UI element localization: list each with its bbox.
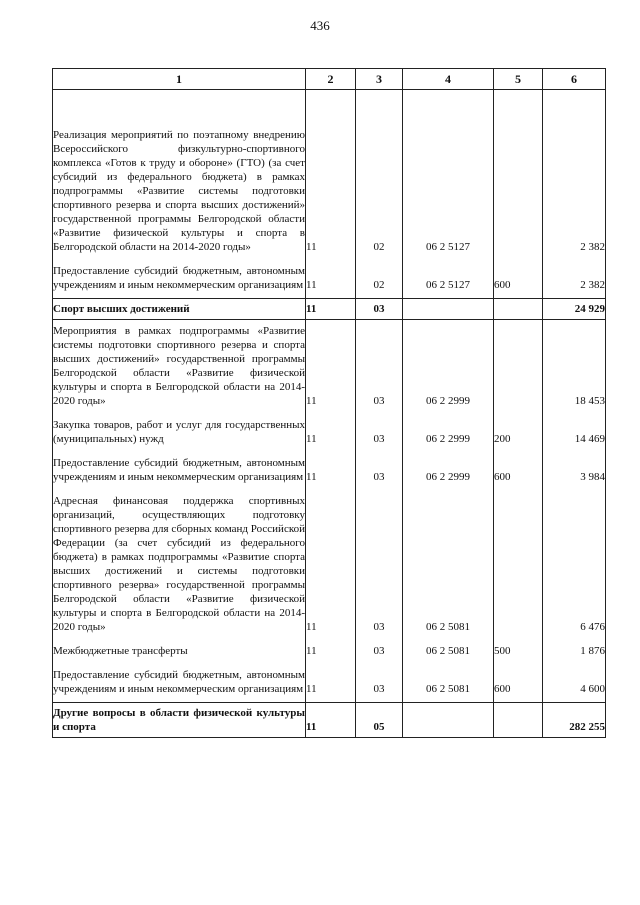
column-header-6: 6 [543,69,606,90]
cell-subsection: 03 [356,490,403,640]
cell-target-article: 06 2 2999 [403,414,494,452]
cell-amount: 3 984 [543,452,606,490]
row-description: Предоставление субсидий бюджетным, автономным учреждениям и иным некоммерческим организациям [53,452,306,490]
cell-subsection: 03 [356,664,403,703]
table-row [53,260,606,299]
section-row [53,703,606,738]
cell-subsection: 03 [356,299,403,320]
section-row [53,299,606,320]
cell-expense-type [494,703,543,738]
column-header-1: 1 [53,69,306,90]
row-description: Закупка товаров, работ и услуг для государственных (муниципальных) нужд [53,414,306,452]
cell-target-article [403,703,494,738]
row-description: Предоставление субсидий бюджетным, автономным учреждениям и иным некоммерческим организациям [53,664,306,703]
section-title: Спорт высших достижений [53,299,306,320]
cell-section: 11 [306,703,356,738]
cell-section: 11 [306,299,356,320]
cell-amount: 14 469 [543,414,606,452]
cell-expense-type [494,299,543,320]
cell-expense-type [494,490,543,640]
cell-section: 11 [306,490,356,640]
cell-amount: 4 600 [543,664,606,703]
cell-target-article: 06 2 2999 [403,320,494,415]
cell-target-article: 06 2 5127 [403,90,494,261]
cell-expense-type: 600 [494,260,543,299]
cell-expense-type: 600 [494,452,543,490]
cell-expense-type [494,90,543,261]
cell-amount: 2 382 [543,90,606,261]
table-row [53,452,606,490]
cell-section: 11 [306,664,356,703]
cell-amount: 24 929 [543,299,606,320]
cell-expense-type: 600 [494,664,543,703]
cell-section: 11 [306,640,356,664]
budget-table [52,68,606,738]
cell-amount: 2 382 [543,260,606,299]
cell-amount: 282 255 [543,703,606,738]
section-title: Другие вопросы в области физической культуры и спорта [53,703,306,738]
cell-subsection: 03 [356,640,403,664]
cell-subsection: 02 [356,260,403,299]
cell-section: 11 [306,90,356,261]
cell-subsection: 03 [356,320,403,415]
cell-subsection: 03 [356,414,403,452]
cell-amount: 6 476 [543,490,606,640]
cell-expense-type: 500 [494,640,543,664]
row-description: Мероприятия в рамках подпрограммы «Развитие системы подготовки спортивного резерва и спорта высших достижений» государственной программы Белгородской области «Развитие физической культуры и спорта в Белгородской области на 2014-2020 годы» [53,320,306,415]
column-header-4: 4 [403,69,494,90]
cell-target-article: 06 2 5081 [403,640,494,664]
table-row [53,320,606,415]
column-header-5: 5 [494,69,543,90]
cell-target-article: 06 2 2999 [403,452,494,490]
cell-target-article: 06 2 5081 [403,490,494,640]
cell-amount: 18 453 [543,320,606,415]
cell-amount: 1 876 [543,640,606,664]
cell-target-article: 06 2 5127 [403,260,494,299]
table-header-row [53,69,606,90]
column-header-3: 3 [356,69,403,90]
table-row [53,490,606,640]
cell-expense-type: 200 [494,414,543,452]
cell-section: 11 [306,414,356,452]
cell-target-article: 06 2 5081 [403,664,494,703]
table-row [53,664,606,703]
cell-section: 11 [306,260,356,299]
cell-target-article [403,299,494,320]
page-number: 436 [310,18,330,33]
table-row [53,90,606,261]
cell-subsection: 05 [356,703,403,738]
row-description: Реализация мероприятий по поэтапному внедрению Всероссийского физкультурно-спортивного комплекса «Готов к труду и обороне» (ГТО) (за счет субсидий из федерального бюджета) в рамках подпрограммы «Развитие системы подготовки спортивного резерва и спорта высших достижений» государственной программы Белгородской области «Развитие физической культуры и спорта в Белгородской области на 2014-2020 годы» [53,90,306,261]
cell-expense-type [494,320,543,415]
row-description: Адресная финансовая поддержка спортивных организаций, осуществляющих подготовку спортивного резерва для сборных команд Российской Федерации (за счет субсидий из федерального бюджета) в рамках подпрограммы «Развитие спорта высших достижений и системы подготовки спортивного резерва» государственной программы Белгородской области «Развитие физической культуры и спорта в Белгородской области на 2014-2020 годы» [53,490,306,640]
row-description: Предоставление субсидий бюджетным, автономным учреждениям и иным некоммерческим организациям [53,260,306,299]
cell-section: 11 [306,452,356,490]
cell-subsection: 03 [356,452,403,490]
cell-subsection: 02 [356,90,403,261]
table-row [53,414,606,452]
row-description: Межбюджетные трансферты [53,640,306,664]
column-header-2: 2 [306,69,356,90]
cell-section: 11 [306,320,356,415]
table-row [53,640,606,664]
